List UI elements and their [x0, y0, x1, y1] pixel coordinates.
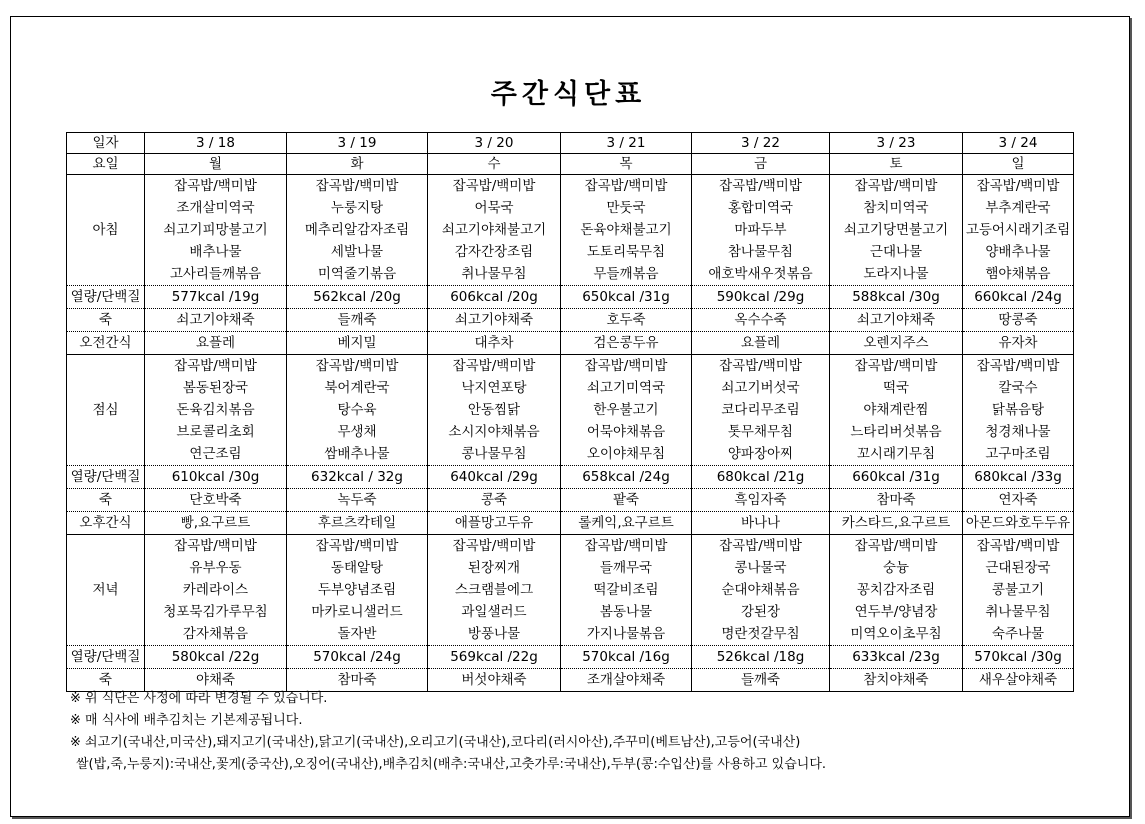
porridge-cell: 참마죽 — [830, 489, 963, 512]
menu-item: 부추계란국 — [963, 197, 1074, 219]
menu-item: 콩불고기 — [963, 579, 1074, 601]
menu-item: 두부양념조림 — [287, 579, 428, 601]
porridge-cell: 호두죽 — [561, 309, 692, 332]
menu-item: 꼬시래기무침 — [830, 443, 963, 466]
menu-item: 청경채나물 — [963, 421, 1074, 443]
menu-item: 조개살미역국 — [145, 197, 287, 219]
snack-cell: 오렌지주스 — [830, 332, 963, 355]
menu-item: 잡곡밥/백미밥 — [963, 175, 1074, 198]
menu-item: 소시지야채볶음 — [428, 421, 561, 443]
menu-item: 잡곡밥/백미밥 — [561, 535, 692, 558]
menu-item: 잡곡밥/백미밥 — [692, 355, 830, 378]
table-row — [67, 557, 1074, 579]
menu-item: 잡곡밥/백미밥 — [561, 355, 692, 378]
table-row — [67, 579, 1074, 601]
porridge-cell: 쇠고기야채죽 — [145, 309, 287, 332]
menu-item: 잡곡밥/백미밥 — [830, 535, 963, 558]
menu-item: 닭볶음탕 — [963, 399, 1074, 421]
row-label: 죽 — [67, 489, 145, 512]
menu-item: 돈육김치볶음 — [145, 399, 287, 421]
date-cell: 3 / 18 — [145, 133, 287, 154]
table-row — [67, 154, 1074, 175]
snack-cell: 빵,요구르트 — [145, 512, 287, 535]
table-row — [67, 646, 1074, 669]
weekly-menu-table — [66, 132, 1074, 692]
table-row — [67, 443, 1074, 466]
nutrition-cell: 640kcal /29g — [428, 466, 561, 489]
nutrition-cell: 633kcal /23g — [830, 646, 963, 669]
menu-item: 명란젓갈무침 — [692, 623, 830, 646]
day-cell: 목 — [561, 154, 692, 175]
row-label: 열량/단백질 — [67, 466, 145, 489]
row-label: 죽 — [67, 669, 145, 692]
menu-item: 잡곡밥/백미밥 — [830, 355, 963, 378]
menu-item: 어묵국 — [428, 197, 561, 219]
menu-item: 취나물무침 — [963, 601, 1074, 623]
row-label: 열량/단백질 — [67, 286, 145, 309]
note-line: ※ 쇠고기(국내산,미국산),돼지고기(국내산),닭고기(국내산),오리고기(국내산),코다리(러시아산),주꾸미(베트남산),고등어(국내산) — [70, 735, 801, 750]
nutrition-cell: 570kcal /24g — [287, 646, 428, 669]
menu-item: 브로콜리초회 — [145, 421, 287, 443]
menu-item: 들깨무국 — [561, 557, 692, 579]
date-cell: 3 / 24 — [963, 133, 1074, 154]
note-line: ※ 위 식단은 사정에 따라 변경될 수 있습니다. — [70, 691, 328, 706]
menu-item: 쇠고기야채불고기 — [428, 219, 561, 241]
porridge-cell: 연자죽 — [963, 489, 1074, 512]
meal-label: 아침 — [67, 175, 145, 286]
menu-item: 떡국 — [830, 377, 963, 399]
table-row — [67, 133, 1074, 154]
menu-item: 된장찌개 — [428, 557, 561, 579]
date-cell: 3 / 20 — [428, 133, 561, 154]
menu-item: 코다리무조림 — [692, 399, 830, 421]
nutrition-cell: 680kcal /33g — [963, 466, 1074, 489]
nutrition-cell: 660kcal /31g — [830, 466, 963, 489]
menu-item: 잡곡밥/백미밥 — [428, 355, 561, 378]
row-label: 오후간식 — [67, 512, 145, 535]
menu-item: 근대된장국 — [963, 557, 1074, 579]
menu-item: 탕수육 — [287, 399, 428, 421]
menu-item: 강된장 — [692, 601, 830, 623]
porridge-cell: 쇠고기야채죽 — [830, 309, 963, 332]
table-row — [67, 197, 1074, 219]
day-cell: 월 — [145, 154, 287, 175]
menu-item: 고구마조림 — [963, 443, 1074, 466]
date-cell: 3 / 21 — [561, 133, 692, 154]
notes — [70, 688, 826, 776]
menu-item: 연근조림 — [145, 443, 287, 466]
date-cell: 3 / 19 — [287, 133, 428, 154]
menu-item: 양파장아찌 — [692, 443, 830, 466]
porridge-cell: 흑임자죽 — [692, 489, 830, 512]
menu-item: 청포묵김가루무침 — [145, 601, 287, 623]
menu-item: 잡곡밥/백미밥 — [145, 355, 287, 378]
menu-item: 잡곡밥/백미밥 — [287, 355, 428, 378]
date-cell: 3 / 22 — [692, 133, 830, 154]
menu-item: 잡곡밥/백미밥 — [287, 175, 428, 198]
menu-item: 떡갈비조림 — [561, 579, 692, 601]
menu-item: 잡곡밥/백미밥 — [145, 175, 287, 198]
snack-cell: 검은콩두유 — [561, 332, 692, 355]
menu-item: 도토리묵무침 — [561, 241, 692, 263]
menu-item: 콩나물무침 — [428, 443, 561, 466]
menu-item: 잡곡밥/백미밥 — [963, 355, 1074, 378]
table-row — [67, 421, 1074, 443]
menu-item: 돌자반 — [287, 623, 428, 646]
menu-item: 잡곡밥/백미밥 — [145, 535, 287, 558]
table-row — [67, 601, 1074, 623]
nutrition-cell: 590kcal /29g — [692, 286, 830, 309]
menu-item: 숙주나물 — [963, 623, 1074, 646]
menu-item: 느타리버섯볶음 — [830, 421, 963, 443]
table-row — [67, 309, 1074, 332]
menu-item: 미역줄기볶음 — [287, 263, 428, 286]
porridge-cell: 녹두죽 — [287, 489, 428, 512]
porridge-cell: 팥죽 — [561, 489, 692, 512]
porridge-cell: 들깨죽 — [287, 309, 428, 332]
menu-item: 안동찜닭 — [428, 399, 561, 421]
nutrition-cell: 658kcal /24g — [561, 466, 692, 489]
menu-item: 햄야채볶음 — [963, 263, 1074, 286]
table-row — [67, 286, 1074, 309]
nutrition-cell: 660kcal /24g — [963, 286, 1074, 309]
table-row — [67, 241, 1074, 263]
nutrition-cell: 526kcal /18g — [692, 646, 830, 669]
menu-item: 쇠고기미역국 — [561, 377, 692, 399]
snack-cell: 애플망고두유 — [428, 512, 561, 535]
menu-item: 감자채볶음 — [145, 623, 287, 646]
menu-item: 잡곡밥/백미밥 — [692, 175, 830, 198]
menu-item: 카레라이스 — [145, 579, 287, 601]
day-cell: 토 — [830, 154, 963, 175]
snack-cell: 롤케익,요구르트 — [561, 512, 692, 535]
menu-item: 꽁치감자조림 — [830, 579, 963, 601]
nutrition-cell: 680kcal /21g — [692, 466, 830, 489]
menu-item: 만둣국 — [561, 197, 692, 219]
snack-cell: 후르츠칵테일 — [287, 512, 428, 535]
menu-item: 돈육야채불고기 — [561, 219, 692, 241]
porridge-cell: 콩죽 — [428, 489, 561, 512]
table-row — [67, 623, 1074, 646]
snack-cell: 베지밀 — [287, 332, 428, 355]
nutrition-cell: 606kcal /20g — [428, 286, 561, 309]
menu-item: 봄동나물 — [561, 601, 692, 623]
menu-item: 오이야채무침 — [561, 443, 692, 466]
menu-item: 동태알탕 — [287, 557, 428, 579]
porridge-cell: 단호박죽 — [145, 489, 287, 512]
menu-item: 홍합미역국 — [692, 197, 830, 219]
row-label: 열량/단백질 — [67, 646, 145, 669]
menu-item: 세발나물 — [287, 241, 428, 263]
snack-cell: 카스타드,요구르트 — [830, 512, 963, 535]
meal-label: 점심 — [67, 355, 145, 466]
menu-item: 쇠고기피망불고기 — [145, 219, 287, 241]
nutrition-cell: 562kcal /20g — [287, 286, 428, 309]
menu-item: 마카로니샐러드 — [287, 601, 428, 623]
menu-item: 쇠고기버섯국 — [692, 377, 830, 399]
menu-item: 감자간장조림 — [428, 241, 561, 263]
table-row — [67, 535, 1074, 558]
menu-item: 북어계란국 — [287, 377, 428, 399]
porridge-cell: 참마죽 — [287, 669, 428, 692]
table-row — [67, 263, 1074, 286]
table-row — [67, 377, 1074, 399]
menu-item: 잡곡밥/백미밥 — [428, 175, 561, 198]
row-label: 오전간식 — [67, 332, 145, 355]
menu-item: 마파두부 — [692, 219, 830, 241]
nutrition-cell: 632kcal / 32g — [287, 466, 428, 489]
table-row — [67, 219, 1074, 241]
porridge-cell: 땅콩죽 — [963, 309, 1074, 332]
menu-item: 메추리알감자조림 — [287, 219, 428, 241]
nutrition-cell: 569kcal /22g — [428, 646, 561, 669]
menu-item: 쌈배추나물 — [287, 443, 428, 466]
menu-item: 잡곡밥/백미밥 — [561, 175, 692, 198]
menu-item: 참치미역국 — [830, 197, 963, 219]
note-line: ※ 매 식사에 배추김치는 기본제공됩니다. — [70, 713, 303, 728]
menu-item: 잡곡밥/백미밥 — [428, 535, 561, 558]
menu-item: 잡곡밥/백미밥 — [830, 175, 963, 198]
row-label: 요일 — [67, 154, 145, 175]
snack-cell: 요플레 — [692, 332, 830, 355]
menu-item: 콩나물국 — [692, 557, 830, 579]
day-cell: 화 — [287, 154, 428, 175]
menu-item: 고사리들깨볶음 — [145, 263, 287, 286]
menu-item: 근대나물 — [830, 241, 963, 263]
table-row — [67, 512, 1074, 535]
date-cell: 3 / 23 — [830, 133, 963, 154]
meal-label: 저녁 — [67, 535, 145, 646]
menu-item: 누룽지탕 — [287, 197, 428, 219]
day-cell: 금 — [692, 154, 830, 175]
menu-item: 무생채 — [287, 421, 428, 443]
menu-item: 한우불고기 — [561, 399, 692, 421]
table-row — [67, 399, 1074, 421]
menu-item: 참나물무침 — [692, 241, 830, 263]
porridge-cell: 옥수수죽 — [692, 309, 830, 332]
menu-item: 쇠고기당면불고기 — [830, 219, 963, 241]
table-row — [67, 355, 1074, 378]
menu-item: 어묵야채볶음 — [561, 421, 692, 443]
menu-item: 도라지나물 — [830, 263, 963, 286]
snack-cell: 요플레 — [145, 332, 287, 355]
menu-item: 유부우동 — [145, 557, 287, 579]
nutrition-cell: 580kcal /22g — [145, 646, 287, 669]
nutrition-cell: 650kcal /31g — [561, 286, 692, 309]
table-row — [67, 466, 1074, 489]
porridge-cell: 쇠고기야채죽 — [428, 309, 561, 332]
menu-item: 배추나물 — [145, 241, 287, 263]
menu-item: 잡곡밥/백미밥 — [692, 535, 830, 558]
menu-item: 야채계란찜 — [830, 399, 963, 421]
day-cell: 수 — [428, 154, 561, 175]
menu-item: 애호박새우젓볶음 — [692, 263, 830, 286]
snack-cell: 유자차 — [963, 332, 1074, 355]
menu-item: 미역오이초무침 — [830, 623, 963, 646]
menu-item: 고등어시래기조림 — [963, 219, 1074, 241]
nutrition-cell: 588kcal /30g — [830, 286, 963, 309]
nutrition-cell: 570kcal /30g — [963, 646, 1074, 669]
page-title: 주간식단표 — [490, 79, 647, 110]
porridge-cell: 새우살야채죽 — [963, 669, 1074, 692]
day-cell: 일 — [963, 154, 1074, 175]
porridge-cell: 버섯야채죽 — [428, 669, 561, 692]
nutrition-cell: 577kcal /19g — [145, 286, 287, 309]
menu-item: 연두부/양념장 — [830, 601, 963, 623]
menu-item: 무들깨볶음 — [561, 263, 692, 286]
menu-item: 방풍나물 — [428, 623, 561, 646]
porridge-cell: 야채죽 — [145, 669, 287, 692]
snack-cell: 대추차 — [428, 332, 561, 355]
menu-item: 칼국수 — [963, 377, 1074, 399]
snack-cell: 아몬드와호두두유 — [963, 512, 1074, 535]
menu-item: 낙지연포탕 — [428, 377, 561, 399]
porridge-cell: 참치야채죽 — [830, 669, 963, 692]
menu-item: 과일샐러드 — [428, 601, 561, 623]
menu-item: 톳무채무침 — [692, 421, 830, 443]
menu-item: 양배추나물 — [963, 241, 1074, 263]
note-line: 쌀(밥,죽,누룽지):국내산,꽃게(중국산),오징어(국내산),배추김치(배추:국내산,고춧가루:국내산),두부(콩:수입산)를 사용하고 있습니다. — [76, 757, 827, 772]
menu-item: 봄동된장국 — [145, 377, 287, 399]
porridge-cell: 조개살야채죽 — [561, 669, 692, 692]
nutrition-cell: 570kcal /16g — [561, 646, 692, 669]
row-label: 일자 — [67, 133, 145, 154]
row-label: 죽 — [67, 309, 145, 332]
menu-item: 취나물무침 — [428, 263, 561, 286]
menu-item: 잡곡밥/백미밥 — [287, 535, 428, 558]
table-row — [67, 489, 1074, 512]
porridge-cell: 들깨죽 — [692, 669, 830, 692]
menu-item: 스크램블에그 — [428, 579, 561, 601]
menu-item: 숭늉 — [830, 557, 963, 579]
snack-cell: 바나나 — [692, 512, 830, 535]
table-row — [67, 332, 1074, 355]
table-row — [67, 175, 1074, 198]
menu-item: 순대야채볶음 — [692, 579, 830, 601]
nutrition-cell: 610kcal /30g — [145, 466, 287, 489]
menu-item: 가지나물볶음 — [561, 623, 692, 646]
menu-item: 잡곡밥/백미밥 — [963, 535, 1074, 558]
